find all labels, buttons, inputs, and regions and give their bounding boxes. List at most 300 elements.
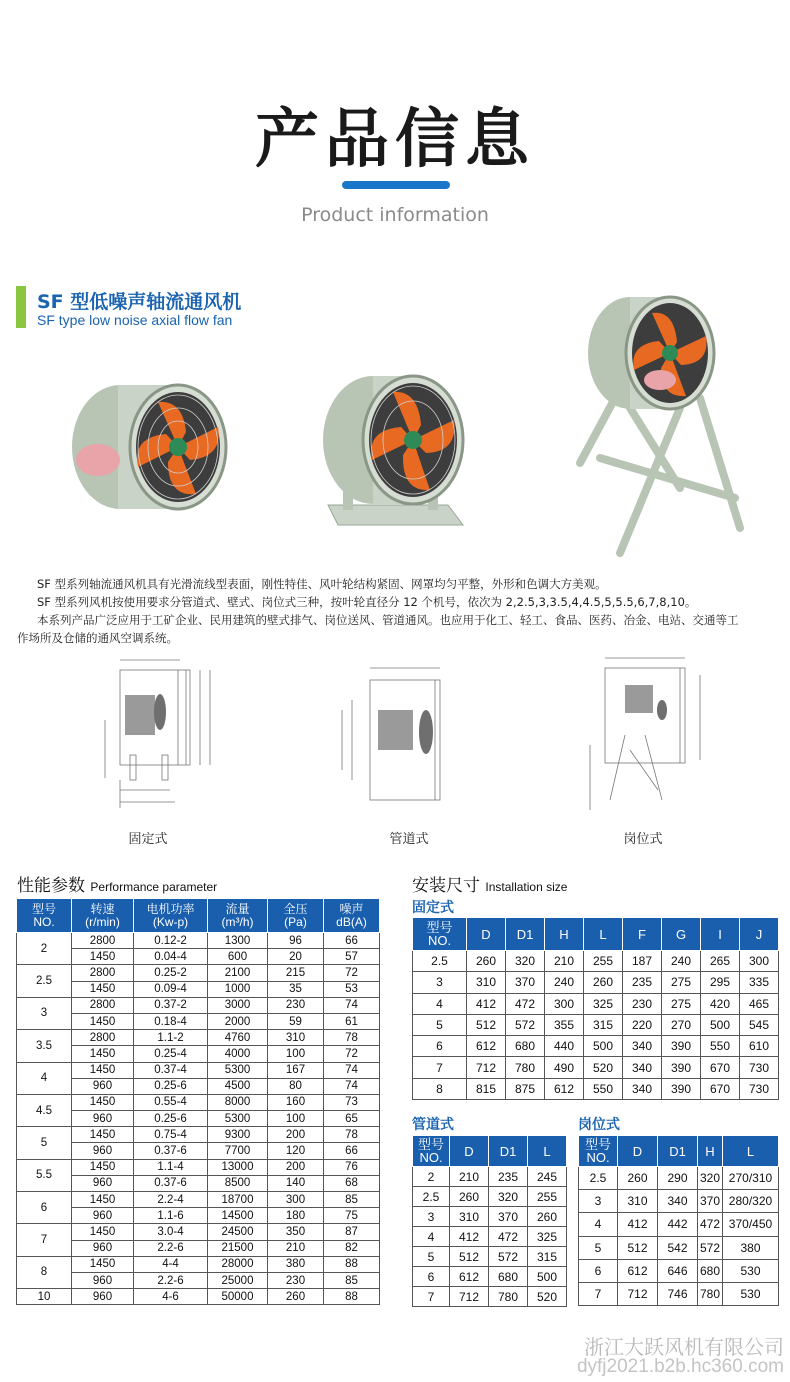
table-cell: 500 (584, 1036, 623, 1057)
header-power: 电机功率 (Kw-p) (134, 899, 208, 933)
table-cell: 370 (698, 1190, 723, 1213)
table-cell: 1450 (72, 1013, 134, 1029)
table-cell: 200 (268, 1127, 324, 1143)
column-header: D1 (658, 1136, 698, 1167)
table-cell: 4-6 (134, 1289, 208, 1305)
table-cell: 780 (506, 1057, 545, 1078)
section-accent-bar (16, 286, 26, 328)
table-cell: 390 (662, 1078, 701, 1099)
table-cell: 87 (324, 1224, 380, 1240)
table-row (579, 1282, 779, 1305)
table-cell: 960 (72, 1175, 134, 1191)
table-cell: 545 (740, 1014, 779, 1035)
page-title: 产品信息 (255, 103, 535, 177)
table-cell: 65 (324, 1111, 380, 1127)
table-cell: 275 (662, 972, 701, 993)
table-cell: 59 (268, 1013, 324, 1029)
table-cell: 4500 (208, 1078, 268, 1094)
table-row (17, 1272, 380, 1288)
table-cell: 3000 (208, 997, 268, 1013)
stand-type-caption: 岗位式 (623, 832, 663, 847)
table-cell: 612 (618, 1259, 658, 1282)
table-cell: 187 (623, 951, 662, 972)
table-cell: 572 (489, 1247, 528, 1267)
column-header: L (723, 1136, 779, 1167)
table-cell: 1.1-6 (134, 1208, 208, 1224)
table-cell: 530 (723, 1282, 779, 1305)
table-row (579, 1190, 779, 1213)
table-cell: 320 (506, 951, 545, 972)
table-cell: 88 (324, 1256, 380, 1272)
table-cell: 875 (506, 1078, 545, 1099)
table-cell: 100 (268, 1046, 324, 1062)
table-cell: 512 (467, 1014, 506, 1035)
column-header: F (623, 918, 662, 951)
table-cell: 815 (467, 1078, 506, 1099)
duct-fan-photo (318, 360, 468, 530)
performance-title (17, 871, 217, 896)
table-cell: 315 (584, 1014, 623, 1035)
watermark-company: 浙江大跃风机有限公司 (584, 1335, 784, 1359)
table-cell: 340 (623, 1057, 662, 1078)
table-cell: 260 (467, 951, 506, 972)
table-cell: 612 (450, 1267, 489, 1287)
table-cell: 412 (618, 1213, 658, 1236)
table-cell: 315 (528, 1247, 567, 1267)
table-row (413, 951, 779, 972)
table-cell: 465 (740, 993, 779, 1014)
table-cell: 14500 (208, 1208, 268, 1224)
table-cell: 412 (467, 993, 506, 1014)
table-cell: 53 (324, 981, 380, 997)
performance-table (16, 898, 380, 1305)
performance-header-row (17, 899, 380, 933)
table-row (413, 1267, 567, 1287)
table-row (17, 1111, 380, 1127)
table-cell: 260 (268, 1289, 324, 1305)
model-cell: 6 (17, 1192, 72, 1224)
table-cell: 220 (623, 1014, 662, 1035)
table-cell: 4-4 (134, 1256, 208, 1272)
table-cell: 0.09-4 (134, 981, 208, 997)
table-cell: 2.5 (579, 1167, 618, 1190)
table-row (17, 1192, 380, 1208)
table-row (579, 1167, 779, 1190)
table-cell: 1.1-2 (134, 1030, 208, 1046)
table-cell: 1450 (72, 1127, 134, 1143)
table-cell: 260 (618, 1167, 658, 1190)
table-cell: 5 (579, 1236, 618, 1259)
table-cell: 66 (324, 1143, 380, 1159)
installation-title-cn: 安装尺寸 (412, 876, 480, 896)
fixed-type-caption: 固定式 (128, 832, 168, 847)
table-cell: 370 (506, 972, 545, 993)
table-cell: 490 (545, 1057, 584, 1078)
table-row (17, 1030, 380, 1046)
table-cell: 75 (324, 1208, 380, 1224)
table-cell: 255 (528, 1187, 567, 1207)
header-noise: 噪声 dB(A) (324, 899, 380, 933)
table-cell: 255 (584, 951, 623, 972)
model-cell: 3.5 (17, 1030, 72, 1062)
table-cell: 9300 (208, 1127, 268, 1143)
table-cell: 712 (450, 1287, 489, 1307)
stand-size-table (578, 1135, 779, 1306)
table-cell: 8000 (208, 1094, 268, 1110)
table-cell: 1000 (208, 981, 268, 997)
table-cell: 350 (268, 1224, 324, 1240)
table-row (17, 1143, 380, 1159)
table-cell: 5 (413, 1247, 450, 1267)
table-row (17, 1127, 380, 1143)
table-cell: 100 (268, 1111, 324, 1127)
column-header: D (450, 1136, 489, 1167)
table-cell: 167 (268, 1062, 324, 1078)
table-cell: 960 (72, 1111, 134, 1127)
table-cell: 7 (579, 1282, 618, 1305)
table-cell: 370 (489, 1207, 528, 1227)
table-cell: 680 (489, 1267, 528, 1287)
table-row (17, 1013, 380, 1029)
description-line: 本系列产品广泛应用于工矿企业、民用建筑的壁式排气、岗位送风、管道通风。也应用于化工、轻工、食品、医药、冶金、电站、交通等工 (37, 613, 739, 627)
table-cell: 340 (658, 1190, 698, 1213)
table-cell: 61 (324, 1013, 380, 1029)
table-cell: 280/320 (723, 1190, 779, 1213)
table-cell: 370/450 (723, 1213, 779, 1236)
table-row (413, 1187, 567, 1207)
table-cell: 20 (268, 949, 324, 965)
table-cell: 140 (268, 1175, 324, 1191)
table-cell: 6 (413, 1267, 450, 1287)
table-cell: 1.1-4 (134, 1159, 208, 1175)
table-cell: 340 (623, 1078, 662, 1099)
table-cell: 72 (324, 965, 380, 981)
installation-title-en: Installation size (485, 880, 568, 894)
table-cell: 420 (701, 993, 740, 1014)
table-row (413, 1057, 779, 1078)
table-row (413, 1014, 779, 1035)
table-cell: 472 (506, 993, 545, 1014)
stand-type-drawing (570, 650, 720, 815)
table-cell: 1450 (72, 1224, 134, 1240)
table-cell: 270 (662, 1014, 701, 1035)
table-cell: 520 (528, 1287, 567, 1307)
table-cell: 412 (450, 1227, 489, 1247)
column-header: H (698, 1136, 723, 1167)
table-cell: 80 (268, 1078, 324, 1094)
fixed-type-drawing (90, 650, 225, 820)
table-cell: 670 (701, 1057, 740, 1078)
table-cell: 85 (324, 1272, 380, 1288)
table-cell: 82 (324, 1240, 380, 1256)
table-cell: 572 (698, 1236, 723, 1259)
table-row (413, 1247, 567, 1267)
table-cell: 390 (662, 1036, 701, 1057)
table-cell: 13000 (208, 1159, 268, 1175)
table-cell: 7700 (208, 1143, 268, 1159)
page-subtitle: Product information (301, 204, 489, 226)
table-row (413, 1207, 567, 1227)
table-cell: 230 (268, 1272, 324, 1288)
duct-type-drawing (330, 660, 450, 810)
table-cell: 0.37-4 (134, 1062, 208, 1078)
column-header: D1 (489, 1136, 528, 1167)
table-row (579, 1213, 779, 1236)
fixed-table-label: 固定式 (412, 900, 454, 916)
table-cell: 3.0-4 (134, 1224, 208, 1240)
table-cell: 746 (658, 1282, 698, 1305)
table-cell: 600 (208, 949, 268, 965)
header-pressure: 全压 (Pa) (268, 899, 324, 933)
duct-size-table (412, 1135, 567, 1307)
table-cell: 260 (528, 1207, 567, 1227)
table-cell: 210 (268, 1240, 324, 1256)
model-cell: 2 (17, 933, 72, 965)
table-cell: 2.5 (413, 1187, 450, 1207)
table-cell: 3 (579, 1190, 618, 1213)
table-cell: 50000 (208, 1289, 268, 1305)
table-cell: 24500 (208, 1224, 268, 1240)
table-row (17, 997, 380, 1013)
table-cell: 960 (72, 1143, 134, 1159)
table-cell: 300 (268, 1192, 324, 1208)
table-row (579, 1259, 779, 1282)
table-cell: 85 (324, 1192, 380, 1208)
table-cell: 235 (489, 1167, 528, 1187)
table-cell: 325 (528, 1227, 567, 1247)
table-cell: 78 (324, 1127, 380, 1143)
table-cell: 2.2-6 (134, 1272, 208, 1288)
table-cell: 74 (324, 997, 380, 1013)
table-cell: 270/310 (723, 1167, 779, 1190)
table-cell: 8 (413, 1078, 467, 1099)
table-cell: 66 (324, 933, 380, 949)
model-cell: 5 (17, 1127, 72, 1159)
table-row (17, 1062, 380, 1078)
table-cell: 235 (623, 972, 662, 993)
table-cell: 2.5 (413, 951, 467, 972)
table-cell: 960 (72, 1272, 134, 1288)
table-cell: 680 (506, 1036, 545, 1057)
watermark-url: dyfj2021.b2b.hc360.com (576, 1356, 784, 1377)
section-title-cn: SF 型低噪声轴流通风机 (37, 291, 242, 313)
column-header: H (545, 918, 584, 951)
table-cell: 960 (72, 1208, 134, 1224)
table-cell: 6 (413, 1036, 467, 1057)
wall-fan-photo (58, 382, 228, 512)
duct-header-row (413, 1136, 567, 1167)
table-cell: 290 (658, 1167, 698, 1190)
table-cell: 7 (413, 1057, 467, 1078)
installation-title (412, 871, 567, 896)
table-cell: 4 (579, 1213, 618, 1236)
model-cell: 3 (17, 997, 72, 1029)
description-line: 作场所及仓储的通风空调系统。 (17, 631, 178, 645)
model-cell: 8 (17, 1256, 72, 1288)
table-cell: 512 (618, 1236, 658, 1259)
table-cell: 550 (701, 1036, 740, 1057)
table-row (17, 1175, 380, 1191)
table-cell: 180 (268, 1208, 324, 1224)
table-row (17, 981, 380, 997)
table-cell: 68 (324, 1175, 380, 1191)
table-cell: 670 (701, 1078, 740, 1099)
table-cell: 335 (740, 972, 779, 993)
table-row (17, 965, 380, 981)
table-cell: 0.37-6 (134, 1175, 208, 1191)
stand-header-row (579, 1136, 779, 1167)
performance-title-cn: 性能参数 (17, 876, 85, 896)
table-cell: 960 (72, 1289, 134, 1305)
table-cell: 0.55-4 (134, 1094, 208, 1110)
table-row (413, 972, 779, 993)
table-cell: 610 (740, 1036, 779, 1057)
table-row (17, 1256, 380, 1272)
stand-table-label: 岗位式 (578, 1117, 620, 1133)
table-cell: 550 (584, 1078, 623, 1099)
table-cell: 78 (324, 1030, 380, 1046)
header-flow: 流量 (m³/h) (208, 899, 268, 933)
table-cell: 210 (545, 951, 584, 972)
table-cell: 5 (413, 1014, 467, 1035)
table-cell: 0.75-4 (134, 1127, 208, 1143)
table-cell: 325 (584, 993, 623, 1014)
description-line: SF 型系列风机按使用要求分管道式、壁式、岗位式三种，按叶轮直径分 12 个机号，依次为 2,2.5,3,3.5,4,4.5,5,5.5,6,7,8,10。 (37, 595, 697, 609)
table-cell: 57 (324, 949, 380, 965)
table-cell: 1450 (72, 1192, 134, 1208)
table-cell: 612 (545, 1078, 584, 1099)
table-cell: 0.25-2 (134, 965, 208, 981)
table-cell: 3 (413, 972, 467, 993)
table-row (17, 1240, 380, 1256)
table-cell: 1450 (72, 981, 134, 997)
table-cell: 160 (268, 1094, 324, 1110)
column-header: G (662, 918, 701, 951)
table-row (413, 1036, 779, 1057)
table-cell: 275 (662, 993, 701, 1014)
table-cell: 1450 (72, 949, 134, 965)
section-title-en: SF type low noise axial flow fan (37, 312, 233, 328)
table-cell: 300 (545, 993, 584, 1014)
column-header: I (701, 918, 740, 951)
table-cell: 0.25-4 (134, 1046, 208, 1062)
table-cell: 1450 (72, 1094, 134, 1110)
table-cell: 960 (72, 1078, 134, 1094)
table-cell: 310 (450, 1207, 489, 1227)
table-cell: 380 (723, 1236, 779, 1259)
column-header: D (467, 918, 506, 951)
table-cell: 0.18-4 (134, 1013, 208, 1029)
model-cell: 7 (17, 1224, 72, 1256)
table-cell: 0.25-6 (134, 1111, 208, 1127)
table-cell: 2 (413, 1167, 450, 1187)
table-cell: 2.2-4 (134, 1192, 208, 1208)
table-row (17, 1078, 380, 1094)
table-cell: 1300 (208, 933, 268, 949)
column-header: 型号 NO. (413, 918, 467, 951)
table-row (17, 1094, 380, 1110)
table-cell: 230 (623, 993, 662, 1014)
column-header: L (584, 918, 623, 951)
column-header: J (740, 918, 779, 951)
table-cell: 21500 (208, 1240, 268, 1256)
table-cell: 390 (662, 1057, 701, 1078)
table-cell: 320 (489, 1187, 528, 1207)
table-cell: 1450 (72, 1256, 134, 1272)
table-cell: 572 (506, 1014, 545, 1035)
table-row (17, 1046, 380, 1062)
table-cell: 210 (450, 1167, 489, 1187)
table-cell: 1450 (72, 1159, 134, 1175)
table-cell: 215 (268, 965, 324, 981)
model-cell: 10 (17, 1289, 72, 1305)
table-cell: 2100 (208, 965, 268, 981)
table-cell: 2800 (72, 965, 134, 981)
table-row (413, 1287, 567, 1307)
table-cell: 295 (701, 972, 740, 993)
table-cell: 0.04-4 (134, 949, 208, 965)
table-cell: 340 (623, 1036, 662, 1057)
column-header: D (618, 1136, 658, 1167)
table-cell: 442 (658, 1213, 698, 1236)
model-cell: 4.5 (17, 1094, 72, 1126)
table-cell: 260 (450, 1187, 489, 1207)
table-cell: 5300 (208, 1062, 268, 1078)
table-row (413, 1078, 779, 1099)
table-cell: 76 (324, 1159, 380, 1175)
header-model: 型号 NO. (17, 899, 72, 933)
table-row (413, 1227, 567, 1247)
table-cell: 4 (413, 1227, 450, 1247)
performance-title-en: Performance parameter (90, 880, 218, 894)
table-cell: 2.2-6 (134, 1240, 208, 1256)
table-cell: 310 (268, 1030, 324, 1046)
table-cell: 2800 (72, 1030, 134, 1046)
table-cell: 230 (268, 997, 324, 1013)
table-cell: 612 (467, 1036, 506, 1057)
table-cell: 472 (698, 1213, 723, 1236)
table-cell: 680 (698, 1259, 723, 1282)
fixed-header-row (413, 918, 779, 951)
table-row (17, 1208, 380, 1224)
table-cell: 6 (579, 1259, 618, 1282)
column-header: 型号 NO. (413, 1136, 450, 1167)
table-cell: 245 (528, 1167, 567, 1187)
table-cell: 0.37-2 (134, 997, 208, 1013)
table-cell: 780 (489, 1287, 528, 1307)
model-cell: 5.5 (17, 1159, 72, 1191)
table-cell: 712 (618, 1282, 658, 1305)
table-cell: 88 (324, 1289, 380, 1305)
table-cell: 28000 (208, 1256, 268, 1272)
table-cell: 646 (658, 1259, 698, 1282)
table-cell: 440 (545, 1036, 584, 1057)
column-header: D1 (506, 918, 545, 951)
table-cell: 265 (701, 951, 740, 972)
table-cell: 120 (268, 1143, 324, 1159)
table-cell: 240 (545, 972, 584, 993)
table-cell: 730 (740, 1057, 779, 1078)
table-cell: 472 (489, 1227, 528, 1247)
stand-fan-photo (560, 288, 750, 558)
table-cell: 3 (413, 1207, 450, 1227)
table-cell: 4 (413, 993, 467, 1014)
table-cell: 2800 (72, 997, 134, 1013)
table-cell: 200 (268, 1159, 324, 1175)
table-row (17, 1289, 380, 1305)
table-cell: 542 (658, 1236, 698, 1259)
table-row (17, 949, 380, 965)
